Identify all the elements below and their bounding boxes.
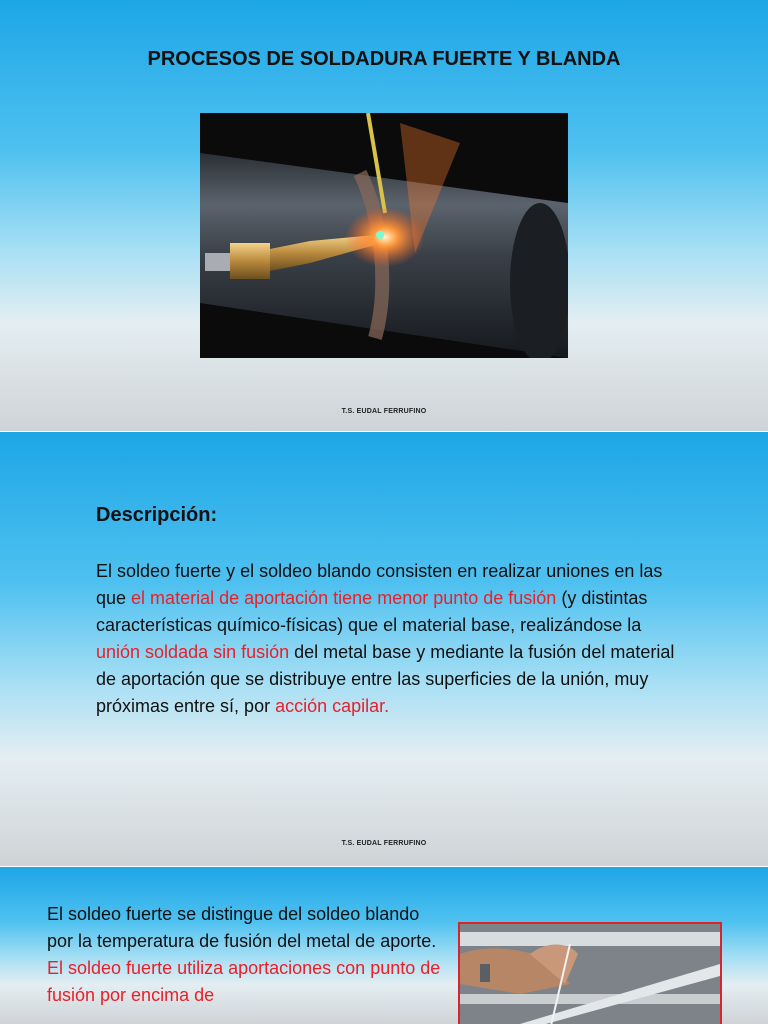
text-segment: del metal base y mediante la fusión del material de aportación que se distribuye entre las superficies de la unión, muy próximas entre sí, por (96, 642, 675, 716)
slide-2 (0, 432, 768, 866)
description-heading: Descripción: (96, 504, 218, 526)
slide-footer: T.S. EUDAL FERRUFINO (341, 840, 427, 847)
hand-brazing-photo (458, 922, 722, 1024)
text-segment: (y distintas características químico-físicas) que el material base, realizándose la (96, 588, 648, 635)
torch-brazing-photo (200, 113, 568, 358)
comparison-paragraph (47, 901, 442, 1009)
highlight-text: acción capilar. (275, 696, 390, 716)
highlight-text: el material de aportación tiene menor punto de fusión (131, 588, 557, 608)
text-segment: El soldeo fuerte y el soldeo blando consisten en realizar uniones en las que (96, 561, 663, 608)
text-segment: El soldeo fuerte se distingue del soldeo blando por la temperatura de fusión del metal de aporte. (47, 904, 437, 951)
slide-title: PROCESOS DE SOLDADURA FUERTE Y BLANDA (147, 48, 621, 70)
slide-3 (0, 867, 768, 1024)
highlight-text: unión soldada sin fusión (96, 642, 290, 662)
slide-1 (0, 0, 768, 431)
highlight-text: El soldeo fuerte utiliza aportaciones con punto de fusión por encima de (47, 958, 441, 1005)
slide-footer: T.S. EUDAL FERRUFINO (341, 408, 427, 415)
description-paragraph (96, 558, 676, 720)
